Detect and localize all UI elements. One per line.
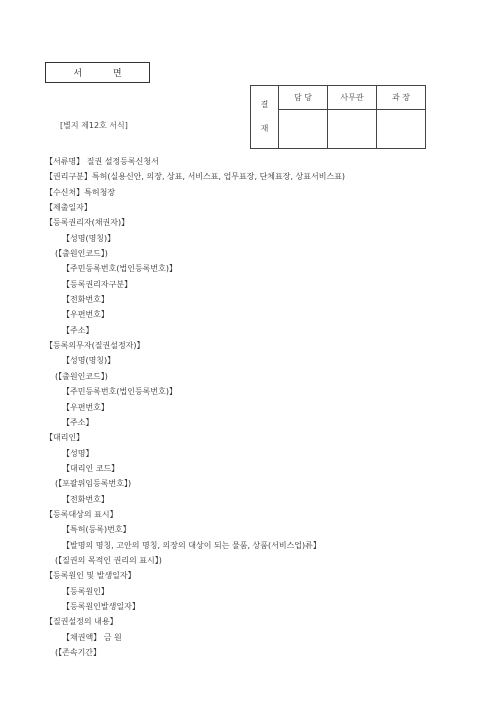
form-field-label: 【우편번호】 bbox=[62, 310, 109, 320]
form-field-label: 【등록권리자구분】 bbox=[62, 279, 133, 289]
approval-col-officer: 사무관 bbox=[328, 86, 377, 110]
approval-col-chief: 과 장 bbox=[377, 86, 426, 110]
form-field-label: 【주소】 bbox=[62, 325, 94, 335]
form-section-heading: 【등록대상의 표시】 bbox=[45, 509, 118, 519]
form-field-label: 【성명(명칭)】 bbox=[62, 233, 116, 243]
form-section-heading: 【등록의무자(질권설정자)】 bbox=[45, 341, 145, 351]
form-section-heading: 【질권설정의 내용】 bbox=[45, 617, 118, 627]
form-number: [별지 제12호 서식] bbox=[60, 121, 128, 130]
form-section-heading: 【등록원인 및 발생일자】 bbox=[45, 571, 136, 581]
form-field-label: 【주민등록번호(법인등록번호)】 bbox=[62, 264, 177, 274]
form-field-label: 【등록원인】 bbox=[62, 586, 109, 596]
approval-label-char: 결 bbox=[260, 100, 269, 109]
form-field-label: 【발명의 명칭, 고안의 명칭, 의장의 대상이 되는 물품, 상품(서비스업)류】 bbox=[62, 540, 321, 550]
form-section-heading: 【서류명】 질권 설정등록신청서 bbox=[45, 157, 159, 166]
form-field-label: (【존속기간】 bbox=[55, 648, 102, 657]
form-fields-list bbox=[45, 154, 345, 660]
approval-table bbox=[250, 85, 426, 149]
form-field-label: 【전화번호】 bbox=[62, 295, 109, 305]
form-section-heading: 【등록권리자(채권자)】 bbox=[45, 218, 130, 228]
approval-sign-officer bbox=[328, 110, 377, 149]
approval-sign-chief bbox=[377, 110, 426, 149]
form-section-heading: 【수신처】특허청장 bbox=[45, 187, 116, 197]
form-field-label: 【주민등록번호(법인등록번호)】 bbox=[62, 387, 177, 397]
form-field-label: 【성명】 bbox=[62, 448, 94, 458]
form-field-label: 【특허(등록)번호】 bbox=[62, 525, 131, 535]
form-field-label: 【성명(명칭)】 bbox=[62, 356, 116, 366]
form-field-label: 【전화번호】 bbox=[62, 494, 109, 504]
approval-sign-staff bbox=[279, 110, 328, 149]
form-field-label: 【우편번호】 bbox=[62, 402, 109, 412]
form-field-label: 【대리인 코드】 bbox=[62, 463, 120, 473]
form-field-label: 【주소】 bbox=[62, 417, 94, 427]
form-section-heading: 【대리인】 bbox=[45, 433, 85, 443]
form-section-heading: 【권리구분】특허(실용신안, 의장, 상표, 서비스표, 업무표장, 단체표장, 상표서비스표) bbox=[45, 172, 346, 182]
form-section-heading: 【제출일자】 bbox=[45, 203, 92, 213]
approval-col-staff: 담 당 bbox=[279, 86, 328, 110]
form-field-label: (【출원인코드】) bbox=[55, 249, 108, 259]
approval-label bbox=[251, 86, 279, 149]
form-field-label: (【포괄위임등록번호】) bbox=[55, 479, 132, 489]
form-field-label: 【등록원인발생일자】 bbox=[62, 601, 140, 611]
approval-label-char: 재 bbox=[260, 124, 269, 133]
form-field-label: 【채권액】 금 원 bbox=[62, 632, 122, 642]
form-field-label: (【출원인코드】) bbox=[55, 371, 108, 381]
document-title: 서 면 bbox=[45, 62, 150, 83]
form-field-label: (【질권의 목적인 권리의 표시】) bbox=[55, 555, 162, 565]
